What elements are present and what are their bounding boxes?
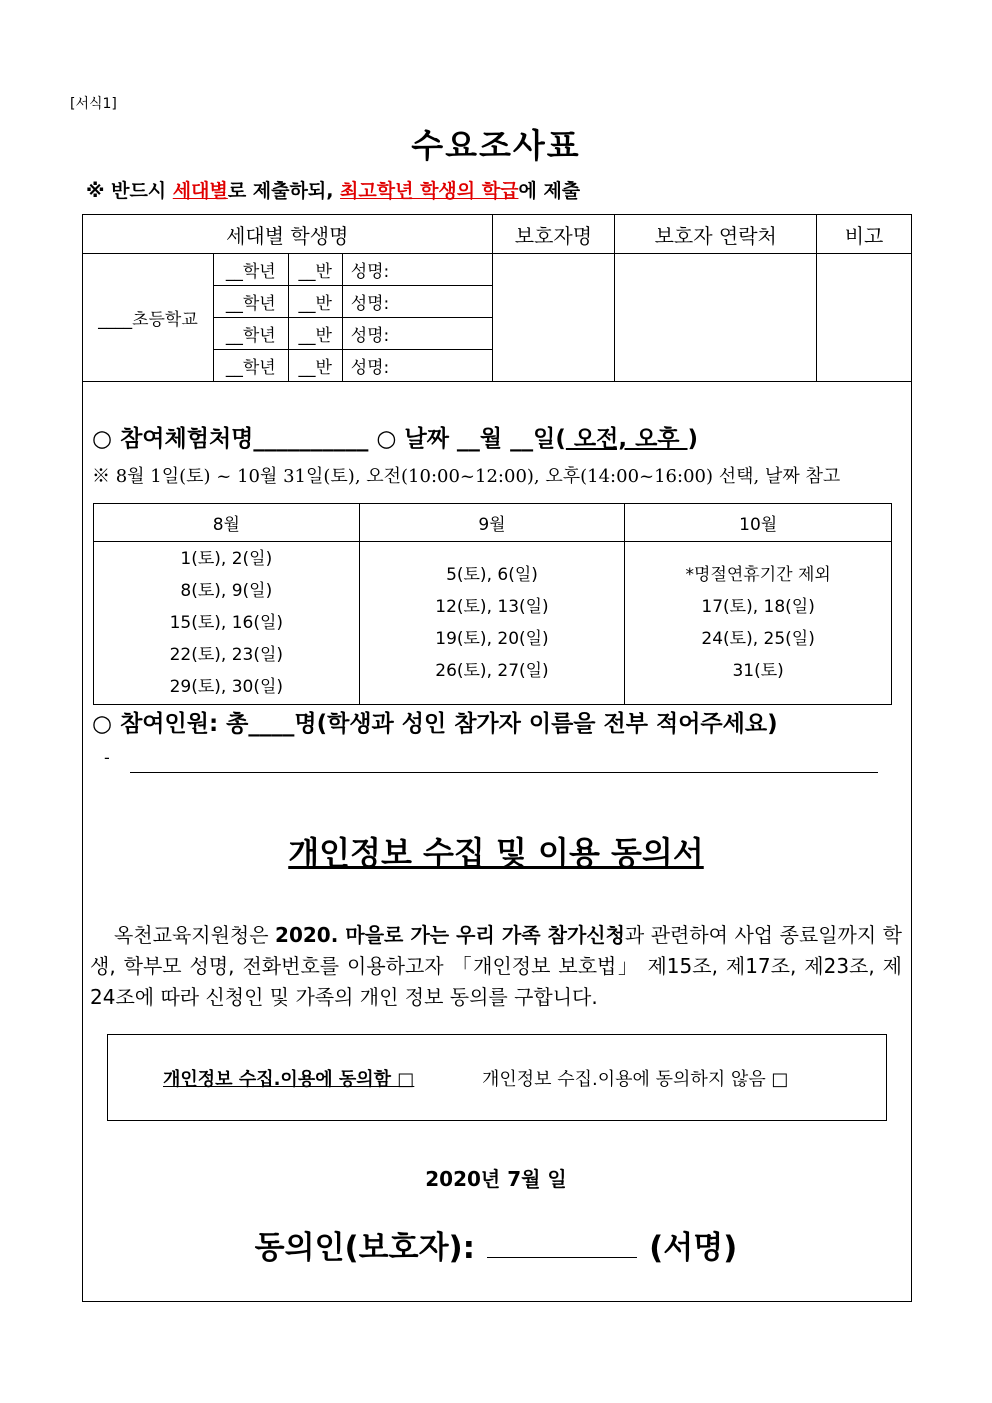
grade-field[interactable]: __학년 [213,254,288,286]
month-october-header: 10월 [625,504,892,542]
header-guardian-contact: 보호자 연락처 [615,215,817,254]
date-item: 12(토), 13(일) [435,597,549,617]
september-dates [359,542,625,705]
consent-body-1: 옥천교육지원청은 [114,923,276,947]
sign-date: 2020년 7월 일 [425,1167,567,1191]
august-dates [94,542,360,705]
page-title: 수요조사표 [411,126,581,165]
time-options[interactable]: 오전, 오후 [565,426,688,452]
date-item: 29(토), 30(일) [169,677,284,697]
consent-body [90,920,902,1013]
participant-list-dash: - [104,748,110,767]
class-field[interactable]: __반 [288,350,342,382]
student-name-field[interactable]: 성명: [342,286,492,318]
date-close: ) [687,426,699,452]
header-student-names: 세대별 학생명 [83,215,493,254]
student-name-field[interactable]: 성명: [342,350,492,382]
date-item: *명절연휴기간 제외 [685,565,831,585]
date-item: 15(토), 16(일) [169,613,284,633]
date-item: 26(토), 27(일) [435,661,549,681]
participant-names-line[interactable] [130,772,878,773]
month-august-header: 8월 [94,504,360,542]
consent-body-bold: 2020. 마을로 가는 우리 가족 참가신청 [275,923,625,947]
consent-body-2: 과 관련하여 사업 종료일까지 학생, 학부모 성명, 전화번호를 이용하고자 「개인정보 보호법」 제15조, 제17조, 제23조, 제24조에 따라 신청인 및 가족의 개인 정보 동의를 구합니다. [90,923,902,1009]
class-field[interactable]: __반 [288,318,342,350]
date-item: 1(토), 2(일) [180,549,273,569]
date-note: ※ 8월 1일(토) ~ 10월 31일(토), 오전(10:00~12:00), 오후(14:00~16:00) 선택, 날짜 참고 [92,466,841,487]
agree-checkbox[interactable]: 개인정보 수집.이용에 동의함 □ [163,1069,415,1090]
date-item: 17(토), 18(일) [701,597,815,617]
date-item: 8(토), 9(일) [180,581,273,601]
notice-highlight-household: 세대별 [172,180,228,202]
notice-text-2: 로 제출하되, [227,180,341,202]
schedule-table [93,503,892,705]
class-field[interactable]: __반 [288,286,342,318]
date-item: 31(토) [732,661,784,681]
notice-highlight-class: 최고학년 학생의 학급 [340,180,519,202]
form-label: [서식1] [70,96,117,112]
venue-label: ○ 참여체험처명 [92,426,254,452]
date-item: 22(토), 23(일) [169,645,284,665]
consent-title-text: 개인정보 수집 및 이용 동의서 [288,834,704,872]
submission-notice [86,176,580,203]
consent-title [0,828,992,874]
guardian-name-field[interactable] [492,254,615,382]
student-name-field[interactable]: 성명: [342,254,492,286]
signer-label: 동의인(보호자): [254,1230,476,1266]
date-item: 24(토), 25(일) [701,629,815,649]
student-name-field[interactable]: 성명: [342,318,492,350]
october-dates [625,542,892,705]
participant-count-line [92,705,778,738]
school-name-field[interactable]: ____초등학교 [83,254,214,382]
grade-field[interactable]: __학년 [213,318,288,350]
participant-label: ○ 참여인원: 총 [92,711,249,737]
participant-count-blank[interactable]: ____ [248,711,295,737]
student-table [82,214,912,382]
remarks-field[interactable] [817,254,912,382]
grade-field[interactable]: __학년 [213,350,288,382]
disagree-checkbox[interactable]: 개인정보 수집.이용에 동의하지 않음 □ [482,1069,789,1090]
notice-text-1: ※ 반드시 [86,180,173,202]
month-september-header: 9월 [359,504,625,542]
participation-line [92,420,698,453]
guardian-contact-field[interactable] [615,254,817,382]
date-item: 5(토), 6(일) [446,565,538,585]
notice-text-3: 에 제출 [518,180,581,202]
date-item: 19(토), 20(일) [435,629,549,649]
header-guardian-name: 보호자명 [492,215,615,254]
venue-blank[interactable]: __________ [253,426,369,452]
signer-line [0,1222,992,1267]
signature-field[interactable] [487,1227,637,1258]
grade-field[interactable]: __학년 [213,286,288,318]
date-label: ○ 날짜 __월 __일( [368,426,566,452]
class-field[interactable]: __반 [288,254,342,286]
header-remarks: 비고 [817,215,912,254]
signer-suffix: (서명) [649,1230,738,1266]
participant-instruction: 명(학생과 성인 참가자 이름을 전부 적어주세요) [294,711,778,737]
